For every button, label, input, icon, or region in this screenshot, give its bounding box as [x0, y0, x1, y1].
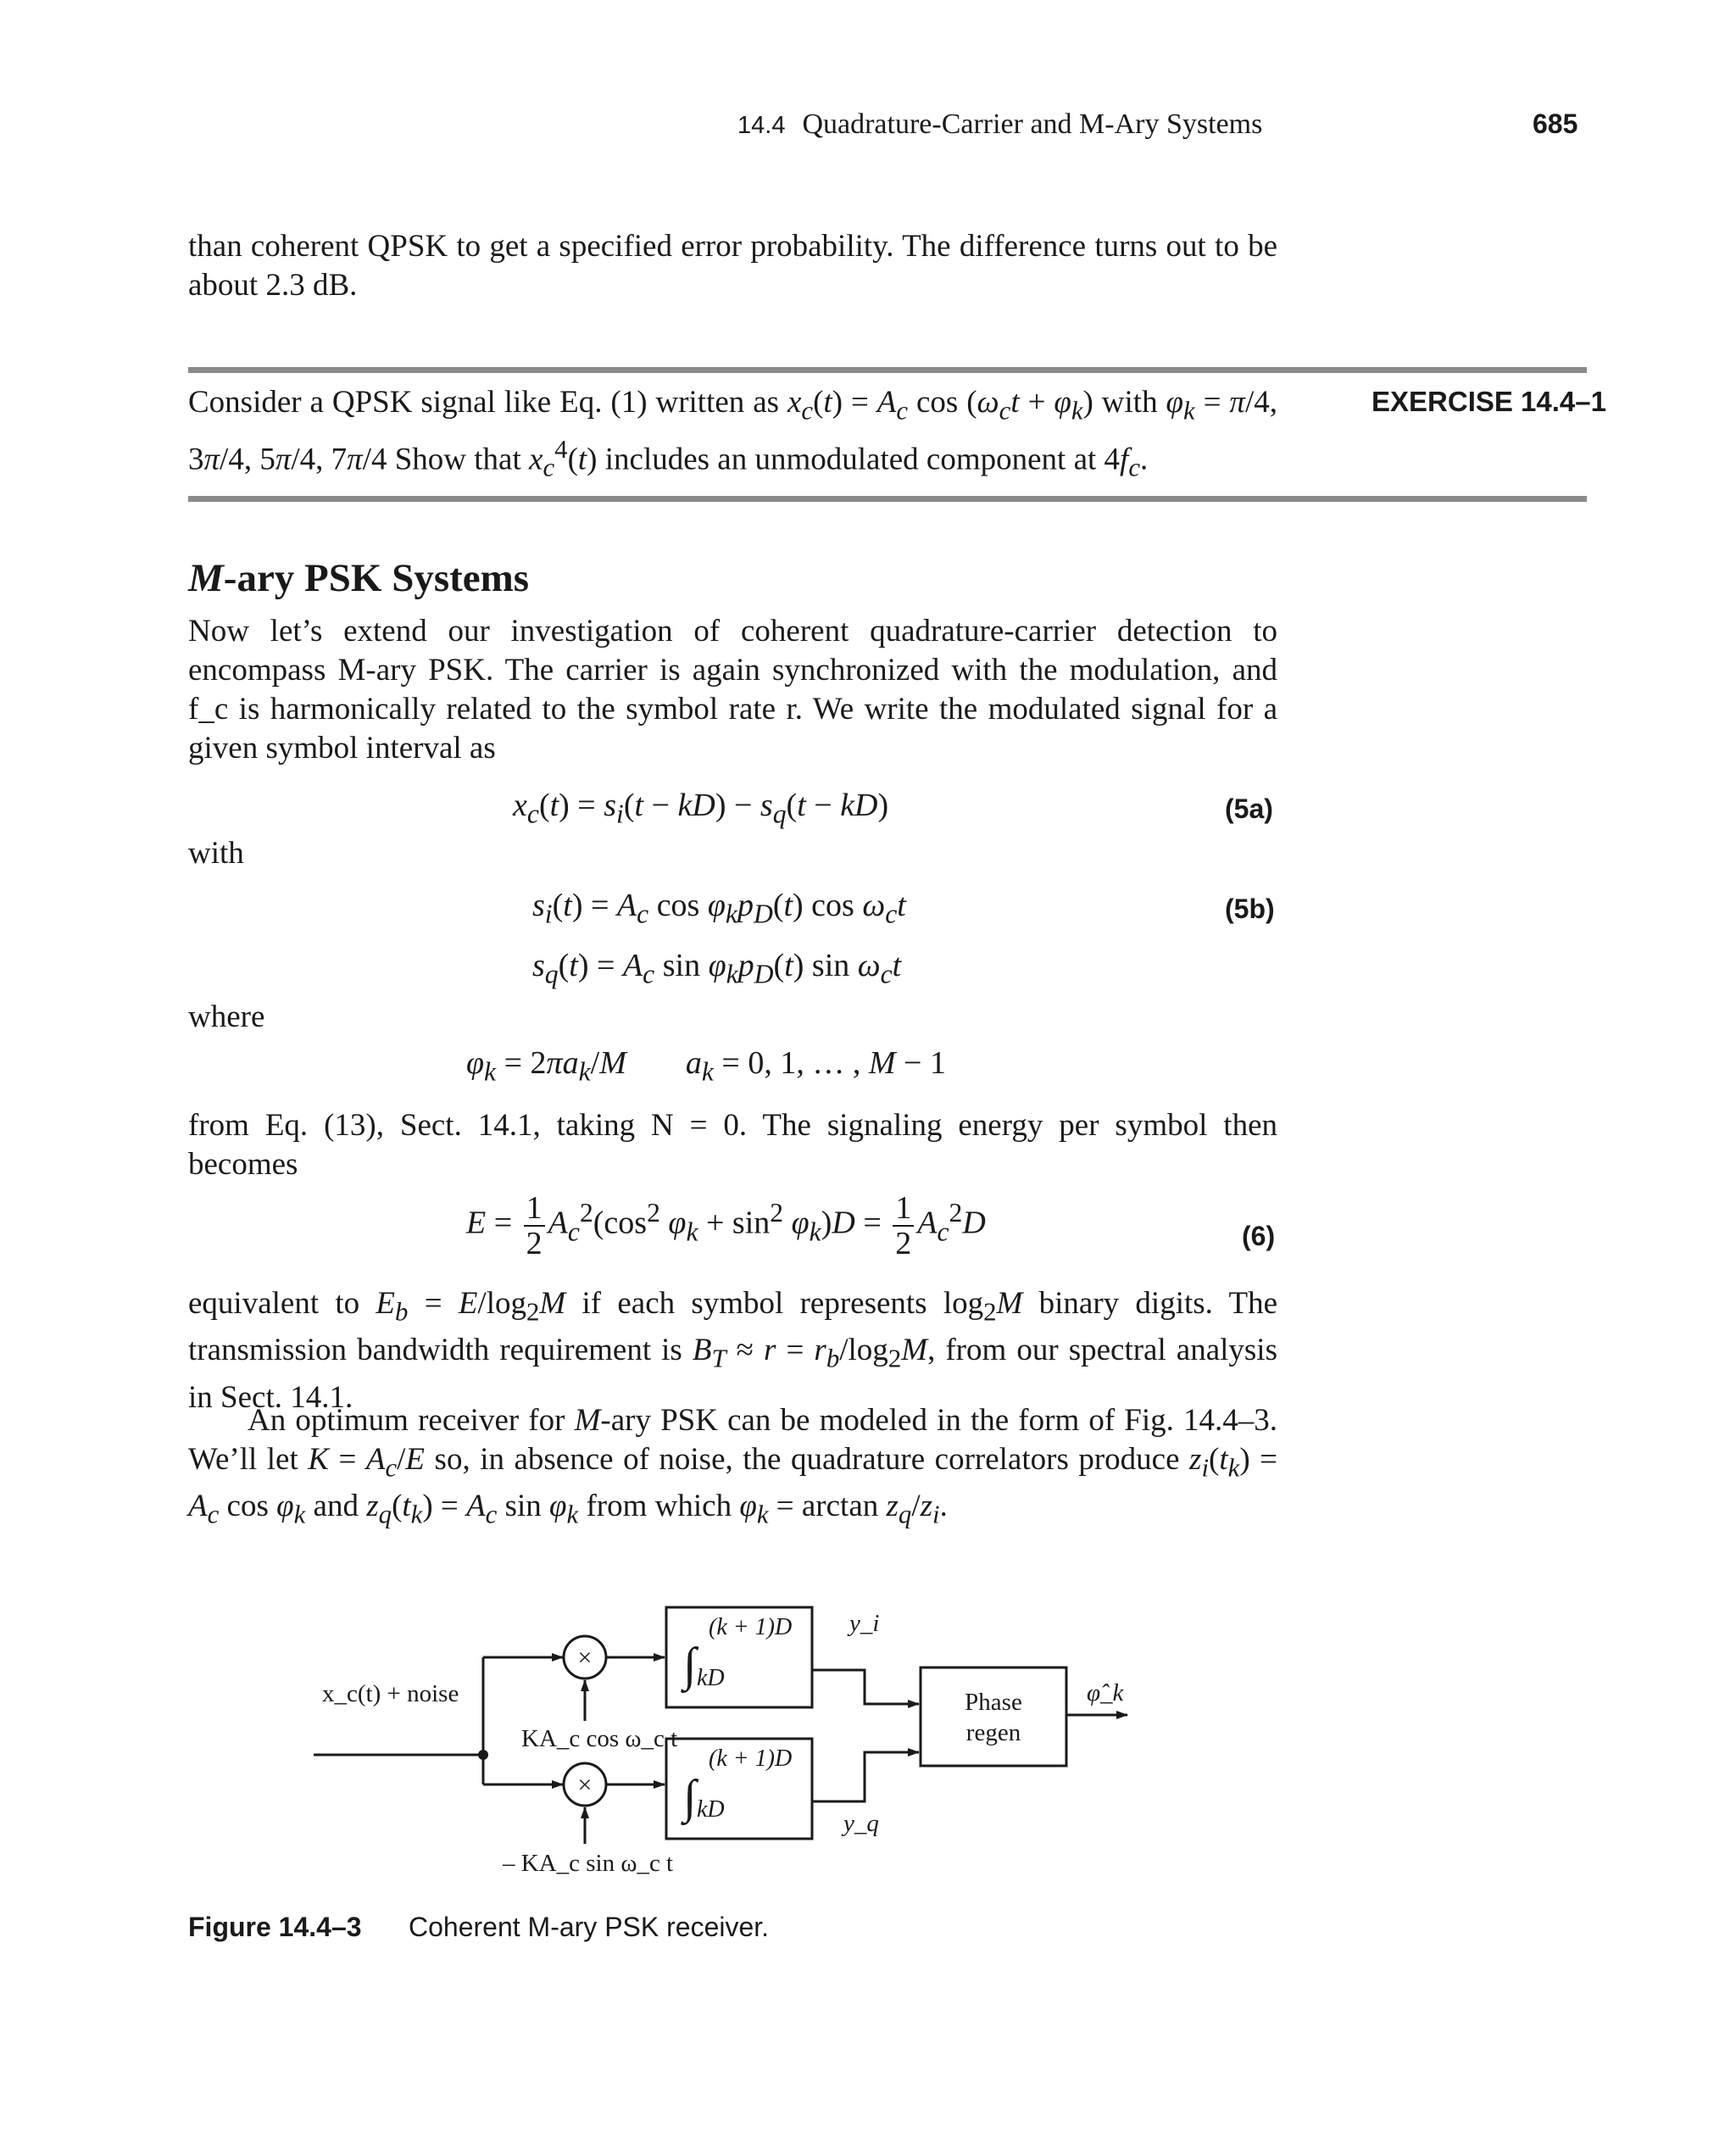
figure-caption: Coherent M-ary PSK receiver. — [409, 1912, 770, 1942]
exercise-text-c: Show that — [394, 442, 521, 477]
page-number: 685 — [1533, 109, 1578, 139]
upper-int-upper-limit: (k + 1)D — [709, 1614, 793, 1640]
paragraph-4: An optimum receiver for M-ary PSK can be modeled in the form of Fig. 14.4–3. We’ll let $K = A_c/E$ so, in absence of noise, the quadrature correlators produce $z_i(t_k) = A_c$ $\cos \varphi_k$ and $z_q(t_k) = A_c$ $\sin \varphi_k$ from which $\varphi_k = \arctan z_q/z_i$. — [188, 1403, 1278, 1529]
paragraph-3-d: from our spectral analysis in Sect. 14.1. — [188, 1333, 1277, 1415]
lower-reference-label: – KA_c sin ω_c t — [503, 1850, 674, 1877]
paragraph-3-b: if each symbol represents — [581, 1286, 927, 1321]
exercise-label: EXERCISE 14.4–1 — [1372, 386, 1606, 417]
upper-reference-label: KA_c cos ω_c t — [521, 1725, 678, 1752]
section-number: 14.4 — [737, 112, 786, 139]
equation-phase-definition: $\varphi_k = 2\pi a_k/M$ $a_k = 0$, 1, … , M − 1 — [466, 1045, 946, 1087]
phase-regen-line-1: Phase — [965, 1689, 1022, 1716]
running-header — [737, 109, 1262, 141]
exercise-text-a: Consider a QPSK signal like Eq. (1) written as — [188, 385, 780, 420]
phase-regen-line-2: regen — [965, 1719, 1021, 1746]
section-heading-text: -ary PSK Systems — [223, 556, 530, 600]
upper-multiply-symbol: × — [577, 1644, 593, 1672]
equation-5b-i: $s_i(t) = A_c$ $\cos \varphi_kp_D(t)$ $\cos \omega_ct$ — [532, 888, 906, 929]
lower-int-lower-limit: kD — [697, 1796, 725, 1823]
output-i-label: y_i — [849, 1610, 880, 1637]
paragraph-4-e: from which — [586, 1489, 732, 1524]
phase-regen-block — [921, 1667, 1066, 1766]
lower-sampler-line — [812, 1752, 919, 1801]
section-heading: M-ary PSK Systems — [188, 556, 530, 600]
exercise-bottom-rule — [188, 496, 1587, 502]
figure-label: Figure 14.4–3 — [188, 1912, 362, 1942]
paragraph-4-a: An optimum receiver for — [248, 1403, 565, 1438]
lower-multiply-symbol: × — [577, 1771, 593, 1799]
exercise-top-rule — [188, 367, 1587, 373]
lower-int-upper-limit: (k + 1)D — [709, 1745, 793, 1772]
receiver-block-diagram — [314, 1585, 1178, 1899]
word-where: where — [188, 999, 265, 1034]
output-q-label: y_q — [843, 1810, 879, 1837]
equation-5a: $x_c(t) = s_i(t - kD) - s_q(t - kD)$ — [513, 788, 889, 829]
upper-integral-sign: ∫ — [683, 1639, 697, 1691]
equation-6: E = $\frac{1}{2}$ $A_c^2(\cos^2$ $\varphi_k + \sin^2 \varphi_k)D$ = $\frac{1}{2}$ $A_c^2D$ — [466, 1190, 986, 1261]
upper-sampler-line — [812, 1670, 919, 1704]
input-label: x_c(t) + noise — [322, 1680, 459, 1707]
upper-int-lower-limit: kD — [697, 1665, 725, 1691]
equation-5b-number: (5b) — [1225, 894, 1275, 924]
paragraph-2: from Eq. (13), Sect. 14.1, taking N = 0. The signaling energy per symbol then becomes — [188, 1108, 1277, 1182]
exercise-text: Consider a QPSK signal like Eq. (1) written as $x_c(t) = A_c$ $\cos (\omega_ct + \varphi_k)$ with $\varphi_k = \pi/4$, 3π/4, 5π/4, 7π/4 Show that $x_c^4(t)$ includes an unmodulated component at $4f_c$. — [188, 385, 1277, 483]
paragraph-1: Now let’s extend our investigation of coherent quadrature-carrier detection to encompass M-ary PSK. The carrier is again synchronized with the modulation, and f_c is harmonically related to the symbol rate r. We write the modulated signal for a given symbol interval as — [188, 614, 1277, 766]
exercise-text-b: with — [1101, 385, 1158, 420]
paragraph-3: equivalent to $E_b = E/\log_2M$ if each symbol represents $\log_2M$ binary digits. The transmission bandwidth requirement is $B_T \approx r = r_b/\log_2M$, from our spectral analysis in Sect. 14.1. — [188, 1286, 1278, 1415]
equation-6-number: (6) — [1242, 1221, 1276, 1251]
paragraph-4-c: so, in absence of noise, the quadrature correlators produce — [434, 1442, 1180, 1477]
lower-integral-sign: ∫ — [683, 1771, 697, 1823]
intro-paragraph: than coherent QPSK to get a specified error probability. The difference turns out to be about 2.3 dB. — [188, 229, 1277, 303]
equation-5b-q: $s_q(t) = A_c$ $\sin \varphi_kp_D(t)$ $\sin \omega_ct$ — [532, 948, 902, 989]
paragraph-3-a: equivalent to — [188, 1286, 360, 1321]
paragraph-3-c: binary digits. The transmission bandwidth requirement is — [188, 1286, 1278, 1368]
output-estimate-label: φ̂_k — [1087, 1679, 1124, 1706]
junction-dot — [478, 1750, 488, 1760]
exercise-text-d: includes an unmodulated component at — [604, 442, 1097, 477]
section-title: Quadrature-Carrier and M-Ary Systems — [802, 109, 1263, 140]
equation-5a-number: (5a) — [1225, 793, 1273, 824]
word-with: with — [188, 836, 244, 871]
paragraph-4-b: -ary PSK can be modeled in the form of Fig. 14.4–3. We’ll let — [188, 1403, 1278, 1477]
paragraph-4-d: and — [313, 1489, 359, 1524]
